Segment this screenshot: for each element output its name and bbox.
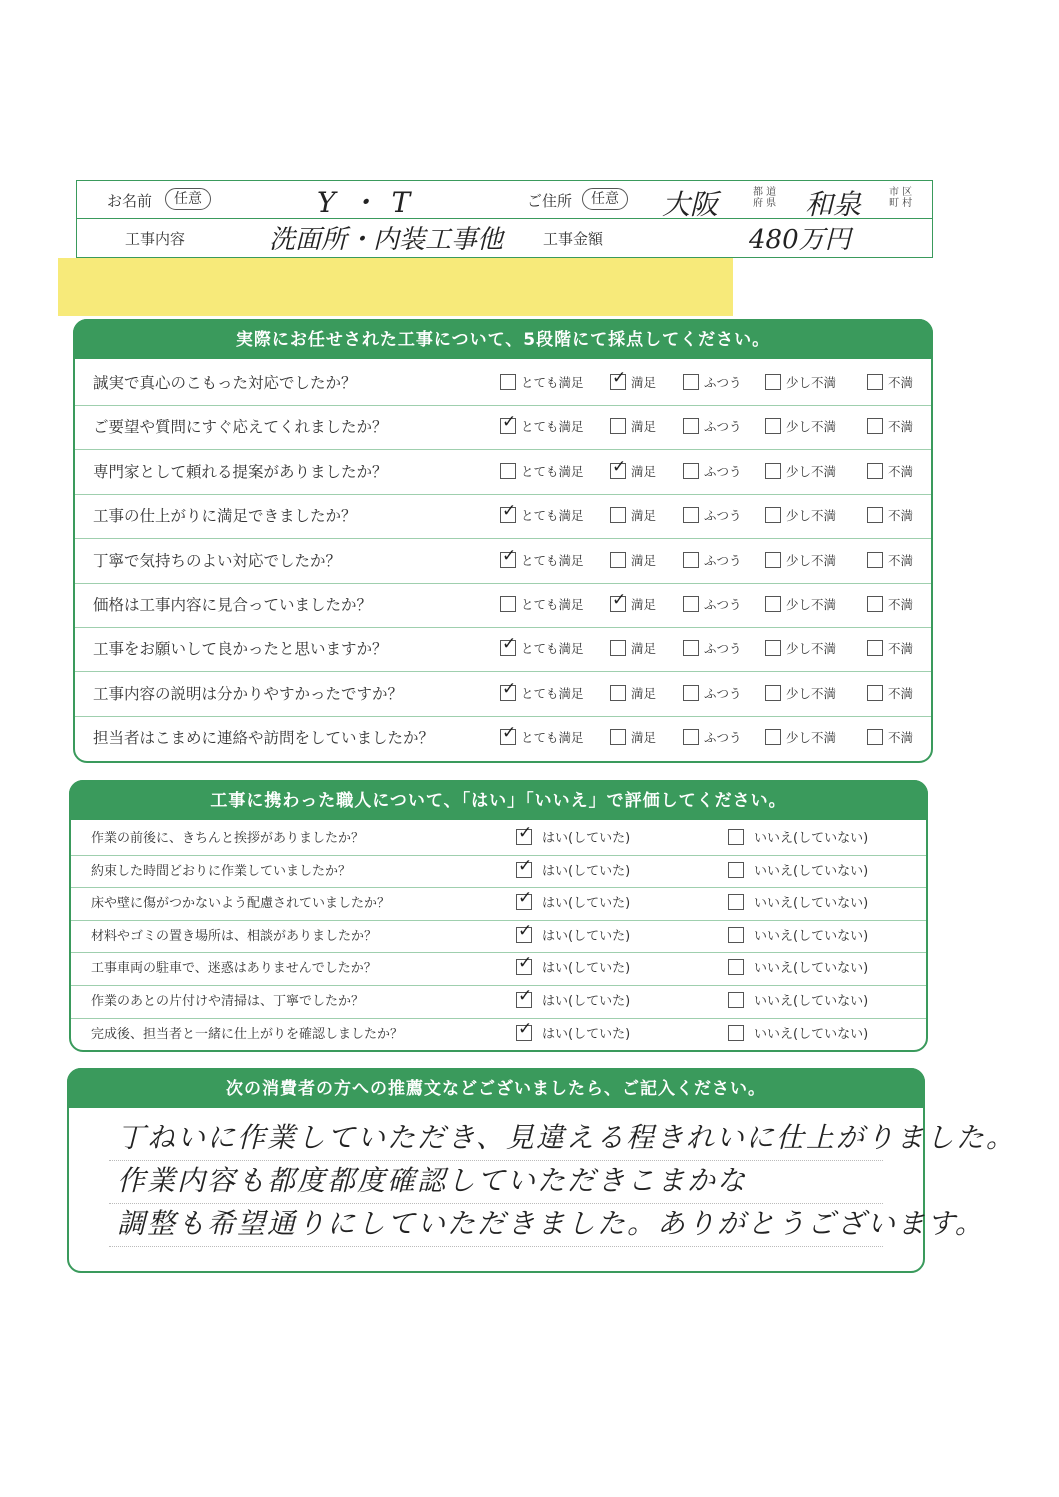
- city-suffix-bottom: 町 村: [889, 198, 913, 209]
- rating-option[interactable]: [500, 634, 584, 658]
- yes-option-label: はい(していた): [542, 896, 631, 912]
- rating-option[interactable]: [500, 596, 584, 614]
- rating-option[interactable]: [500, 545, 584, 570]
- rating-option-label: とても満足: [521, 685, 584, 701]
- rating-option-label: 少し不満: [786, 463, 837, 479]
- checkbox-icon[interactable]: [728, 927, 744, 943]
- rating-option-label: 満足: [631, 419, 657, 435]
- satisfaction-rows: [75, 361, 931, 761]
- comment-line-3: 調整も希望通りにしていただきました。ありがとうございます。: [117, 1207, 985, 1240]
- recommendation-title: 次の消費者の方への推薦文などございましたら、ご記入ください。: [67, 1068, 925, 1108]
- no-option[interactable]: [728, 862, 868, 881]
- satisfaction-row: [75, 361, 931, 406]
- checkbox-icon[interactable]: [500, 678, 517, 701]
- yes-option[interactable]: [516, 953, 631, 978]
- no-option[interactable]: [728, 1025, 868, 1044]
- check-mark-icon: ✓: [518, 953, 533, 974]
- craftsman-row: [71, 1018, 926, 1051]
- craftsman-row: [71, 822, 926, 856]
- checkbox-icon[interactable]: [867, 463, 883, 479]
- checkbox-icon[interactable]: [500, 723, 517, 745]
- rating-option-label: 満足: [631, 597, 657, 612]
- checkbox-icon[interactable]: [765, 640, 781, 656]
- craftsman-rows: [71, 822, 926, 1050]
- yes-option-label: はい(していた): [542, 928, 631, 944]
- checkbox-icon[interactable]: [500, 596, 516, 612]
- rating-option-label: とても満足: [521, 375, 584, 390]
- checkbox-icon[interactable]: [516, 920, 533, 943]
- checkbox-icon[interactable]: [765, 374, 781, 390]
- checkbox-icon[interactable]: [867, 418, 883, 434]
- yes-option[interactable]: [516, 1018, 631, 1044]
- rating-option-label: 少し不満: [786, 375, 837, 390]
- checkbox-icon[interactable]: [765, 463, 781, 479]
- rating-option-label: 少し不満: [786, 419, 837, 435]
- rating-option[interactable]: [765, 374, 836, 392]
- rating-option[interactable]: [610, 590, 657, 614]
- rating-option-label: とても満足: [521, 641, 584, 657]
- checkbox-icon[interactable]: [683, 507, 699, 523]
- craftsman-row: [71, 887, 926, 921]
- yes-option-label: はい(していた): [542, 994, 631, 1009]
- name-optional-badge: 任意: [165, 188, 211, 210]
- craftsman-row: [71, 855, 926, 889]
- rating-option-label: 不満: [888, 419, 914, 435]
- satisfaction-question: 工事の仕上がりに満足できましたか？: [93, 507, 357, 526]
- rating-option[interactable]: [610, 552, 656, 570]
- work-label: 工事内容: [125, 230, 186, 248]
- check-mark-icon: ✓: [518, 823, 533, 843]
- yes-option-label: はい(していた): [542, 1026, 631, 1042]
- satisfaction-row: [75, 627, 931, 672]
- rating-option-label: ふつう: [704, 597, 742, 612]
- no-option-label: いいえ(していない): [754, 831, 869, 846]
- comment-line-2: 作業内容も都度都度確認していただきこまかな: [117, 1164, 748, 1197]
- rating-option[interactable]: [867, 552, 913, 570]
- rating-option[interactable]: [765, 418, 836, 436]
- checkbox-icon[interactable]: [867, 507, 883, 523]
- address-label: ご住所: [527, 192, 573, 210]
- rating-option-label: 満足: [631, 685, 657, 701]
- comment-line-1: 丁ねいに作業していただき、見違える程きれいに仕上がりました。: [117, 1121, 1016, 1154]
- checkbox-icon[interactable]: [867, 685, 883, 701]
- rating-option[interactable]: [867, 418, 913, 436]
- craftsman-question: 工事車両の駐車で、迷惑はありませんでしたか？: [91, 961, 377, 977]
- no-option[interactable]: [728, 959, 868, 978]
- satisfaction-row: [75, 716, 931, 760]
- no-option[interactable]: [728, 992, 868, 1011]
- checkbox-icon[interactable]: [610, 456, 627, 479]
- rating-option-label: 満足: [631, 463, 657, 479]
- city-value: 和泉: [805, 188, 862, 221]
- address-optional-badge: 任意: [582, 188, 628, 210]
- rating-option[interactable]: [610, 507, 656, 525]
- rating-option[interactable]: [610, 456, 657, 481]
- rating-option[interactable]: [683, 507, 742, 525]
- rating-option[interactable]: [765, 552, 836, 570]
- checkbox-icon[interactable]: [765, 685, 781, 701]
- check-mark-icon: ✓: [612, 368, 627, 388]
- yes-option-label: はい(していた): [542, 863, 631, 879]
- check-mark-icon: ✓: [518, 855, 533, 876]
- satisfaction-row: [75, 583, 931, 628]
- work-value: 洗面所・内装工事他: [269, 225, 504, 255]
- check-mark-icon: ✓: [518, 888, 533, 909]
- checkbox-icon[interactable]: [500, 545, 517, 568]
- prefecture-value: 大阪: [662, 188, 719, 221]
- yes-option-label: はい(していた): [542, 961, 631, 977]
- rating-option-label: 不満: [888, 730, 914, 746]
- rating-option-label: とても満足: [521, 508, 584, 524]
- rating-option-label: 不満: [888, 508, 914, 524]
- checkbox-icon[interactable]: [765, 552, 781, 568]
- checkbox-icon[interactable]: [516, 1018, 533, 1041]
- rating-option-label: ふつう: [704, 375, 742, 390]
- rating-option-label: 満足: [631, 508, 657, 524]
- satisfaction-row: [75, 539, 931, 584]
- rating-option-label: 不満: [888, 641, 914, 657]
- rating-option-label: ふつう: [704, 508, 742, 524]
- rating-option-label: 少し不満: [786, 641, 837, 657]
- prefecture-suffix-top: 都 道: [753, 187, 777, 198]
- craftsman-row: [71, 920, 926, 954]
- amount-label: 工事金額: [543, 230, 604, 248]
- checkbox-icon[interactable]: [867, 596, 883, 612]
- checkbox-icon[interactable]: [728, 862, 744, 878]
- checkbox-icon[interactable]: [867, 374, 883, 390]
- check-mark-icon: ✓: [518, 1018, 533, 1039]
- checkbox-icon[interactable]: [610, 729, 626, 745]
- rating-option-label: 不満: [888, 463, 914, 479]
- checkbox-icon[interactable]: [683, 374, 699, 390]
- name-label: お名前: [107, 192, 153, 210]
- checkbox-icon[interactable]: [683, 729, 699, 745]
- checkbox-icon[interactable]: [500, 501, 517, 523]
- rating-option-label: ふつう: [704, 419, 742, 435]
- rating-option-label: ふつう: [704, 730, 742, 746]
- recommendation-panel: [67, 1068, 1016, 1273]
- checkbox-icon[interactable]: [500, 463, 516, 479]
- check-mark-icon: ✓: [612, 456, 627, 477]
- rating-option-label: 満足: [631, 552, 657, 568]
- prefecture-suffix-bottom: 府 県: [753, 198, 777, 209]
- rating-option[interactable]: [500, 678, 584, 703]
- yes-option[interactable]: [516, 855, 631, 881]
- no-option-label: いいえ(していない): [754, 994, 869, 1009]
- checkbox-icon[interactable]: [516, 855, 533, 878]
- rating-option[interactable]: [765, 685, 836, 703]
- rating-option[interactable]: [610, 418, 656, 436]
- checkbox-icon[interactable]: [516, 888, 533, 910]
- rating-option[interactable]: [683, 374, 742, 392]
- satisfaction-question: 誠実で真心のこもった対応でしたか？: [93, 374, 357, 392]
- no-option-label: いいえ(していない): [754, 961, 869, 977]
- no-option[interactable]: [728, 894, 868, 913]
- satisfaction-row: [75, 672, 931, 717]
- rating-option[interactable]: [765, 463, 836, 481]
- rating-option[interactable]: [610, 640, 656, 658]
- checkbox-icon[interactable]: [728, 894, 744, 910]
- checkbox-icon[interactable]: [867, 640, 883, 656]
- satisfaction-title: 実際にお任せされた工事について、5段階にて採点してください。: [73, 319, 933, 359]
- rating-option[interactable]: [683, 640, 742, 658]
- checkbox-icon[interactable]: [765, 596, 781, 612]
- no-option-label: いいえ(していない): [754, 863, 869, 879]
- rating-option[interactable]: [765, 507, 836, 525]
- checkbox-icon[interactable]: [610, 552, 626, 568]
- yes-option-label: はい(していた): [542, 831, 631, 846]
- rating-option[interactable]: [867, 374, 913, 392]
- rating-option[interactable]: [683, 685, 742, 703]
- name-value: Y・T: [317, 186, 425, 219]
- city-suffix-top: 市 区: [889, 187, 913, 198]
- rating-option[interactable]: [867, 596, 913, 614]
- craftsman-question: 作業の前後に、きちんと挨拶がありましたか？: [91, 831, 365, 846]
- satisfaction-question: 丁寧で気持ちのよい対応でしたか？: [93, 551, 342, 570]
- check-mark-icon: ✓: [518, 986, 533, 1006]
- checkbox-icon[interactable]: [516, 986, 533, 1008]
- satisfaction-question: 専門家として頼れる提案がありましたか？: [93, 462, 388, 481]
- redaction-highlight: [58, 258, 733, 316]
- checkbox-icon[interactable]: [765, 418, 781, 434]
- check-mark-icon: ✓: [502, 723, 517, 744]
- craftsman-question: 床や壁に傷がつかないよう配慮されていましたか？: [91, 896, 391, 912]
- rating-option-label: ふつう: [704, 685, 742, 701]
- rating-option[interactable]: [867, 640, 913, 658]
- check-mark-icon: ✓: [518, 920, 533, 941]
- craftsman-question: 作業のあとの片付けや清掃は、丁寧でしたか？: [91, 994, 365, 1009]
- check-mark-icon: ✓: [612, 590, 627, 610]
- yes-option[interactable]: [516, 823, 631, 848]
- rating-option[interactable]: [867, 507, 913, 525]
- rating-option-label: とても満足: [521, 730, 584, 746]
- checkbox-icon[interactable]: [610, 368, 627, 390]
- checkbox-icon[interactable]: [500, 412, 517, 434]
- no-option-label: いいえ(していない): [754, 1026, 869, 1042]
- rating-option-label: 満足: [631, 375, 657, 390]
- rating-option-label: 不満: [888, 552, 914, 568]
- rating-option[interactable]: [683, 463, 742, 481]
- rating-option[interactable]: [500, 723, 584, 747]
- craftsman-question: 完成後、担当者と一緒に仕上がりを確認しましたか？: [91, 1026, 404, 1042]
- check-mark-icon: ✓: [502, 634, 517, 655]
- satisfaction-row: [75, 405, 931, 450]
- checkbox-icon[interactable]: [765, 729, 781, 745]
- satisfaction-row: [75, 494, 931, 539]
- checkbox-icon[interactable]: [610, 418, 626, 434]
- rating-option-label: 少し不満: [786, 552, 837, 568]
- checkbox-icon[interactable]: [683, 418, 699, 434]
- rating-option-label: ふつう: [704, 463, 742, 479]
- rating-option-label: とても満足: [521, 552, 584, 568]
- rating-option-label: 少し不満: [786, 730, 837, 746]
- checkbox-icon[interactable]: [867, 729, 883, 745]
- checkbox-icon[interactable]: [610, 640, 626, 656]
- rating-option[interactable]: [683, 418, 742, 436]
- rating-option-label: 満足: [631, 641, 657, 657]
- yes-option[interactable]: [516, 888, 631, 913]
- rating-option-label: 不満: [888, 597, 914, 612]
- yes-option[interactable]: [516, 986, 631, 1011]
- no-option[interactable]: [728, 829, 868, 848]
- checkbox-icon[interactable]: [683, 552, 699, 568]
- check-mark-icon: ✓: [502, 678, 517, 699]
- satisfaction-question: 工事内容の説明は分かりやすかったですか？: [93, 684, 404, 703]
- satisfaction-row: [75, 450, 931, 495]
- rating-option[interactable]: [610, 729, 656, 747]
- no-option-label: いいえ(していない): [754, 896, 869, 912]
- rating-option[interactable]: [500, 501, 584, 525]
- satisfaction-panel: [73, 319, 933, 763]
- no-option-label: いいえ(していない): [754, 928, 869, 944]
- checkbox-icon[interactable]: [610, 685, 626, 701]
- rating-option-label: 少し不満: [786, 508, 837, 524]
- rating-option[interactable]: [765, 640, 836, 658]
- craftsman-title: 工事に携わった職人について、「はい」「いいえ」で評価してください。: [69, 780, 928, 820]
- craftsman-panel: [69, 780, 928, 1052]
- craftsman-question: 材料やゴミの置き場所は、相談がありましたか？: [91, 928, 378, 944]
- rating-option-label: 満足: [631, 730, 657, 746]
- satisfaction-question: 価格は工事内容に見合っていましたか？: [93, 596, 373, 614]
- rating-option[interactable]: [867, 729, 913, 747]
- checkbox-icon[interactable]: [683, 640, 699, 656]
- satisfaction-question: 担当者はこまめに連絡や訪問をしていましたか？: [93, 729, 435, 748]
- rating-option[interactable]: [765, 596, 836, 614]
- rating-option[interactable]: [683, 552, 742, 570]
- checkbox-icon[interactable]: [516, 823, 533, 845]
- checkbox-icon[interactable]: [683, 463, 699, 479]
- checkbox-icon[interactable]: [728, 1025, 744, 1041]
- checkbox-icon[interactable]: [610, 590, 627, 612]
- check-mark-icon: ✓: [502, 545, 517, 566]
- ruled-line: [109, 1246, 883, 1247]
- checkbox-icon[interactable]: [683, 596, 699, 612]
- checkbox-icon[interactable]: [765, 507, 781, 523]
- rating-option-label: ふつう: [704, 641, 742, 657]
- rating-option-label: 少し不満: [786, 685, 837, 701]
- rating-option[interactable]: [867, 685, 913, 703]
- rating-option[interactable]: [610, 368, 657, 392]
- checkbox-icon[interactable]: [728, 829, 744, 845]
- rating-option-label: とても満足: [521, 419, 584, 435]
- satisfaction-question: ご要望や質問にすぐ応えてくれましたか？: [93, 418, 388, 437]
- yes-option[interactable]: [516, 920, 631, 946]
- rating-option[interactable]: [500, 463, 584, 481]
- satisfaction-question: 工事をお願いして良かったと思いますか？: [93, 640, 388, 659]
- amount-value: 480万円: [749, 225, 851, 255]
- checkbox-icon[interactable]: [683, 685, 699, 701]
- craftsman-row: [71, 985, 926, 1019]
- no-option[interactable]: [728, 927, 868, 946]
- rating-option[interactable]: [683, 596, 742, 614]
- checkbox-icon[interactable]: [500, 634, 517, 656]
- checkbox-icon[interactable]: [500, 374, 516, 390]
- rating-option-label: 不満: [888, 685, 914, 701]
- rating-option[interactable]: [500, 374, 584, 392]
- checkbox-icon[interactable]: [728, 959, 744, 975]
- craftsman-question: 約束した時間どおりに作業していましたか？: [91, 863, 352, 879]
- checkbox-icon[interactable]: [728, 992, 744, 1008]
- craftsman-row: [71, 952, 926, 986]
- rating-option-label: とても満足: [521, 597, 584, 612]
- rating-option[interactable]: [683, 729, 742, 747]
- customer-info-table: [76, 180, 933, 258]
- rating-option-label: 不満: [888, 375, 914, 390]
- checkbox-icon[interactable]: [516, 953, 533, 975]
- rating-option[interactable]: [765, 729, 836, 747]
- check-mark-icon: ✓: [502, 412, 517, 433]
- checkbox-icon[interactable]: [867, 552, 883, 568]
- rating-option-label: とても満足: [521, 463, 584, 479]
- rating-option-label: 少し不満: [786, 597, 837, 612]
- checkbox-icon[interactable]: [610, 507, 626, 523]
- rating-option[interactable]: [867, 463, 913, 481]
- rating-option-label: ふつう: [704, 552, 742, 568]
- rating-option[interactable]: [610, 685, 656, 703]
- check-mark-icon: ✓: [502, 501, 517, 522]
- rating-option[interactable]: [500, 412, 584, 436]
